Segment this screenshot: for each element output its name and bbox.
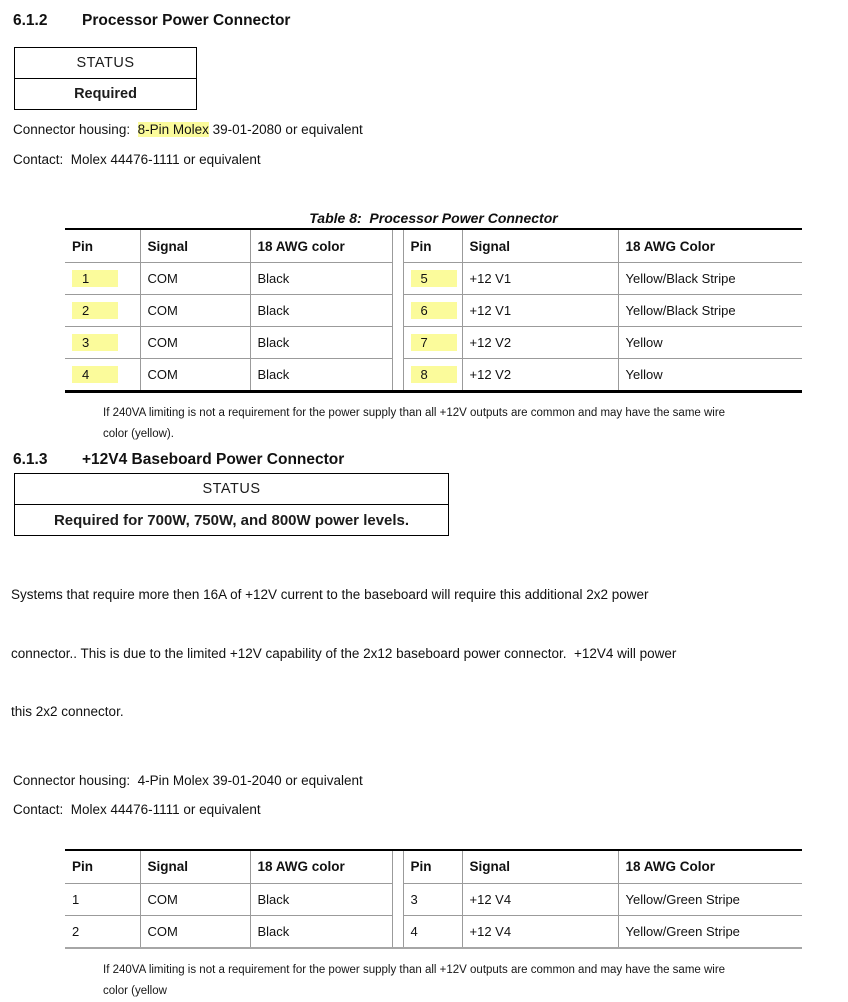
wire-color-cell: Yellow xyxy=(625,367,663,382)
section-heading-613 xyxy=(13,451,848,469)
column-header-pin: Pin xyxy=(403,850,462,884)
housing-suffix: 39-01-2080 or equivalent xyxy=(208,122,363,137)
status-label: STATUS xyxy=(15,48,196,79)
table-row xyxy=(65,263,802,295)
wire-color-cell: Black xyxy=(250,263,392,295)
wire-color-cell: Black xyxy=(250,327,392,359)
column-header-pin: Pin xyxy=(65,229,140,263)
housing-prefix: Connector housing: xyxy=(13,122,138,137)
processor-power-connector-table xyxy=(65,228,802,393)
column-header-signal: Signal xyxy=(462,229,618,263)
note-line: color (yellow). xyxy=(103,428,174,440)
table-note xyxy=(103,960,848,1002)
highlighted-pin-number: 7 xyxy=(411,334,457,351)
status-box-612 xyxy=(14,47,197,110)
table-row xyxy=(65,359,802,392)
status-value: Required for 700W, 750W, and 800W power levels. xyxy=(53,511,410,529)
column-header-signal: Signal xyxy=(140,229,250,263)
column-header-awg-color: 18 AWG color xyxy=(250,229,392,263)
wire-color-cell: Black xyxy=(250,359,392,392)
status-box-613 xyxy=(14,473,449,536)
wire-color-cell: Yellow xyxy=(618,327,802,359)
pin-cell xyxy=(65,295,140,327)
signal-cell: +12 V1 xyxy=(462,263,618,295)
status-value: Required xyxy=(74,86,137,102)
connector-housing-line xyxy=(13,122,848,138)
pin-cell xyxy=(403,359,462,392)
body-paragraph xyxy=(11,546,848,761)
highlight-8-pin-molex: 8-Pin Molex xyxy=(137,122,209,137)
pin-cell xyxy=(403,295,462,327)
highlighted-pin-number: 5 xyxy=(411,270,457,287)
column-header-awg-color: 18 AWG Color xyxy=(618,229,802,263)
spacer-cell xyxy=(392,850,403,884)
signal-cell: COM xyxy=(140,263,250,295)
column-header-signal: Signal xyxy=(140,850,250,884)
paragraph-line: Systems that require more then 16A of +12V current to the baseboard will require this additional 2x2 power xyxy=(11,587,649,602)
connector-housing-line: Connector housing: 4-Pin Molex 39-01-2040 or equivalent xyxy=(13,772,363,788)
note-line: color (yellow xyxy=(103,984,167,997)
column-header-pin: Pin xyxy=(403,229,462,263)
wire-color-cell: Yellow/Green Stripe xyxy=(625,923,740,939)
signal-cell: +12 V1 xyxy=(462,295,618,327)
wire-color-cell: Black xyxy=(250,883,392,915)
signal-cell: COM xyxy=(140,915,250,948)
table-caption: Table 8: Processor Power Connector xyxy=(309,210,558,226)
section-number: 6.1.3 xyxy=(13,451,48,468)
column-header-awg-color: 18 AWG color xyxy=(250,850,392,884)
wire-color-cell: Yellow/Black Stripe xyxy=(618,295,802,327)
section-title: +12V4 Baseboard Power Connector xyxy=(82,451,345,468)
highlighted-pin-number: 3 xyxy=(72,334,118,351)
spacer-cell xyxy=(392,327,403,359)
spacer-cell xyxy=(392,359,403,392)
highlighted-pin-number: 4 xyxy=(72,366,118,383)
spacer-cell xyxy=(392,229,403,263)
pin-cell: 4 xyxy=(403,915,462,948)
signal-cell: COM xyxy=(140,295,250,327)
section-heading-612 xyxy=(13,12,848,30)
status-label: STATUS xyxy=(15,474,448,505)
wire-color-cell: Black xyxy=(250,295,392,327)
column-header-pin: Pin xyxy=(65,850,140,884)
pin-cell xyxy=(65,327,140,359)
table-row xyxy=(65,295,802,327)
signal-cell: +12 V4 xyxy=(462,915,618,948)
highlighted-pin-number: 8 xyxy=(411,366,457,383)
highlighted-pin-number: 2 xyxy=(72,302,118,319)
note-line: If 240VA limiting is not a requirement for the power supply than all +12V outputs are common and may have the same wire xyxy=(103,407,726,419)
table-row xyxy=(65,915,802,948)
pin-cell xyxy=(65,263,140,295)
paragraph-line: this 2x2 connector. xyxy=(11,704,124,719)
note-line: If 240VA limiting is not a requirement for the power supply than all +12V outputs are common and may have the same wire xyxy=(103,963,726,976)
table-row xyxy=(65,327,802,359)
spacer-cell xyxy=(392,915,403,948)
spacer-cell xyxy=(392,263,403,295)
column-header-signal: Signal xyxy=(462,850,618,884)
table-note xyxy=(103,403,848,445)
baseboard-power-connector-table xyxy=(65,849,802,949)
signal-cell: +12 V2 xyxy=(462,359,618,392)
pin-cell xyxy=(403,327,462,359)
section-number: 6.1.2 xyxy=(13,12,48,29)
table-header-row xyxy=(65,850,802,884)
column-header-awg-color: 18 AWG Color xyxy=(618,850,802,884)
signal-cell: COM xyxy=(140,883,250,915)
table-row xyxy=(65,883,802,915)
highlighted-pin-number: 1 xyxy=(72,270,118,287)
pin-cell: 2 xyxy=(65,915,140,948)
contact-line: Contact: Molex 44476-1111 or equivalent xyxy=(13,801,261,817)
contact-line: Contact: Molex 44476-1111 or equivalent xyxy=(13,152,261,167)
spacer-cell xyxy=(392,883,403,915)
signal-cell: COM xyxy=(140,359,250,392)
spacer-cell xyxy=(392,295,403,327)
paragraph-line: connector.. This is due to the limited +12V capability of the 2x12 baseboard power connector. +12V4 will power xyxy=(11,645,677,661)
pin-cell: 1 xyxy=(65,883,140,915)
pin-cell: 3 xyxy=(403,883,462,915)
signal-cell: +12 V4 xyxy=(462,883,618,915)
section-title: Processor Power Connector xyxy=(82,12,291,29)
signal-cell: COM xyxy=(140,327,250,359)
pin-cell xyxy=(65,359,140,392)
wire-color-cell: Yellow/Black Stripe xyxy=(618,263,802,295)
signal-cell: +12 V2 xyxy=(462,327,618,359)
wire-color-cell: Yellow/Green Stripe xyxy=(618,883,802,915)
wire-color-cell: Black xyxy=(250,915,392,948)
table-header-row xyxy=(65,229,802,263)
pin-cell xyxy=(403,263,462,295)
highlighted-pin-number: 6 xyxy=(411,302,457,319)
